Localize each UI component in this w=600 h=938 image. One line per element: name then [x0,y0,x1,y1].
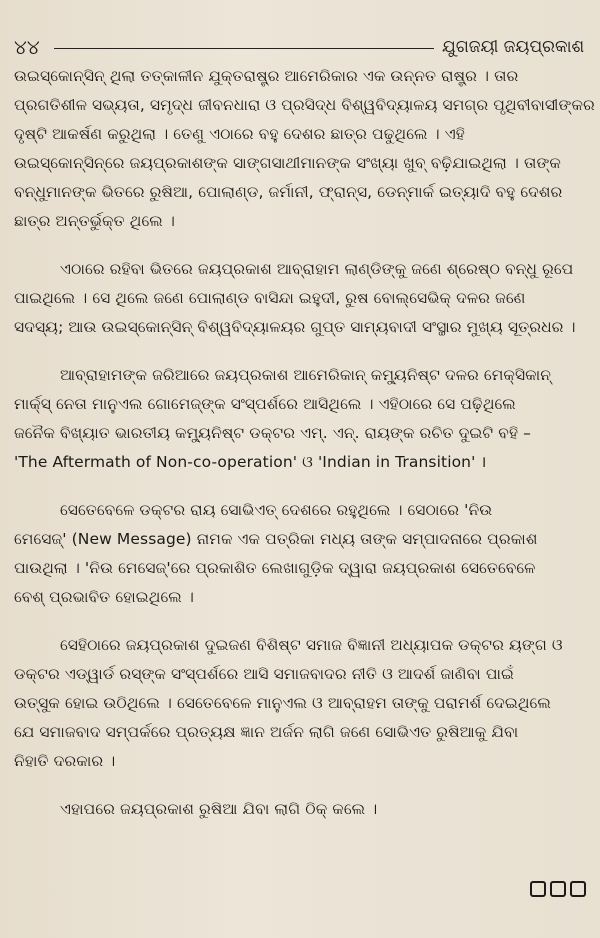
text-line: ଆବ୍ରାହାମଙ୍କ ଜରିଆରେ ଜୟପ୍ରକାଶ ଆମେରିକାନ୍ କମ୍ୟୁନିଷ୍ଟ ଦଳର ମେକ୍‌ସିକାନ୍ [60,366,552,384]
end-marker [530,881,586,903]
text-line: ନିହାତି ଦରକାର । [14,752,116,770]
paragraph-gap [14,477,600,496]
paragraph [14,255,600,342]
text-line: ସେହିଠାରେ ଜୟପ୍ରକାଶ ଦୁଇଜଣ ବିଶିଷ୍ଟ ସମାଜ ବିଜ୍ଞାନୀ ଅଧ୍ୟାପକ ଡକ୍ଟର ୟଙ୍ଗ ଓ [60,636,563,654]
paragraph-gap [14,342,600,361]
text-line: ପାଇଥିଲେ । ସେ ଥିଲେ ଜଣେ ପୋଲାଣ୍ଡ ବାସିନ୍ଦା ଇହୁଦୀ, ରୁଷ ବୋଲ୍‌ସେଭିକ୍ ଦଳର ଜଣେ [14,289,526,307]
text-line: ପାଉଥିଲା । 'ନିଉ ମେସେଜ୍'ରେ ପ୍ରକାଶିତ ଲେଖାଗୁଡ଼ିକ ଦ୍ୱାରା ଜୟପ୍ରକାଶ ସେତେବେଳେ [14,559,536,577]
text-line: ଉଇସ୍କୋନ୍‌ସିନ୍ ଥିଲା ତତ୍କାଳୀନ ଯୁକ୍ତରାଷ୍ଟ୍ର ଆମେରିକାର ଏକ ଉନ୍ନତ ରାଷ୍ଟ୍ର । ତାର [14,67,519,85]
text-line: ଡକ୍ଟର ଏଡ୍‌ୱାର୍ଡ ରସ୍‌ଙ୍କ ସଂସ୍ପର୍ଶରେ ଆସି ସମାଜବାଦର ନୀତି ଓ ଆଦର୍ଶ ଜାଣିବା ପାଇଁ [14,665,515,683]
text-line: ଏଠାରେ ରହିବା ଭିତରେ ଜୟପ୍ରକାଶ ଆବ୍ରାହାମ ଲାଣ୍ଡିଙ୍କୁ ଜଣେ ଶ୍ରେଷ୍ଠ ବନ୍ଧୁ ରୂପେ [60,260,574,278]
paragraph-gap [14,776,600,795]
paragraph [14,631,600,776]
text-line: ମାର୍କ୍‌ସ୍ ନେତା ମାନୁଏଲ ଗୋମେଜ୍‌ଙ୍କ ସଂସ୍ପର୍ଶରେ ଆସିଥିଲେ । ଏହିଠାରେ ସେ ପଢ଼ିଥିଲେ [14,395,516,413]
running-title: ଯୁଗଜୟୀ ଜୟପ୍ରକାଶ [442,37,585,57]
body-text [14,62,600,824]
end-box-icon [530,881,546,897]
end-box-icon [550,881,566,897]
text-line: 'The Aftermath of Non-co-operation' ଓ 'Indian in Transition' । [14,453,487,471]
paragraph-gap [14,236,600,255]
text-line: ମେସେଜ୍' (New Message) ନାମକ ଏକ ପତ୍ରିକା ମଧ୍ୟ ତାଙ୍କ ସମ୍ପାଦନାରେ ପ୍ରକାଶ [14,530,538,548]
paragraph [14,361,600,477]
text-line: ବେଶ୍ ପ୍ରଭାବିତ ହୋଇଥିଲେ । [14,588,194,606]
text-line: ଏହାପରେ ଜୟପ୍ରକାଶ ରୁଷିଆ ଯିବା ଲାଗି ଠିକ୍ କଲେ । [60,800,378,818]
header-rule [54,48,434,49]
text-line: ଛାତ୍ର ଅନ୍ତର୍ଭୁକ୍ତ ଥିଲେ । [14,212,175,230]
text-line: ଉତ୍ସୁକ ହୋଇ ଉଠିଥିଲେ । ସେତେବେଳେ ମାନୁଏଲ ଓ ଆବ୍ରାହମ ତାଙ୍କୁ ପରାମର୍ଶ ଦେଇଥିଲେ [14,694,551,712]
paragraph [14,795,600,824]
page-header [14,34,600,60]
text-line: ସେତେବେଳେ ଡକ୍ଟର ରାୟ ସୋଭିଏତ୍ ଦେଶରେ ରହୁଥିଲେ । ସେଠାରେ 'ନିଉ [60,501,493,519]
text-line: ସଦସ୍ୟ; ଆଉ ଉଇସ୍କୋନ୍‌ସିନ୍ ବିଶ୍ୱବିଦ୍ୟାଳୟର ଗୁପ୍ତ ସାମ୍ୟବାଦୀ ସଂସ୍ଥାର ମୁଖ୍ୟ ସୂତ୍ରଧର । [14,318,576,336]
text-line: ଯେ ସମାଜବାଦ ସମ୍ପର୍କରେ ପ୍ରତ୍ୟକ୍ଷ ଜ୍ଞାନ ଅର୍ଜନ ଲାଗି ଜଣେ ସୋଭିଏତ ରୁଷିଆକୁ ଯିବା [14,723,519,741]
paragraph [14,496,600,612]
paragraph [14,62,600,236]
page-number: ୪୪ [14,35,40,59]
paragraph-gap [14,612,600,631]
text-line: ଉଇସ୍କୋନ୍‌ସିନ୍‌ରେ ଜୟପ୍ରକାଶଙ୍କ ସାଙ୍ଗସାଥୀମାନଙ୍କ ସଂଖ୍ୟା ଖୁବ୍ ବଢ଼ିଯାଇଥିଲା । ତାଙ୍କ [14,154,561,172]
text-line: ଦୃଷ୍ଟି ଆକର୍ଷଣ କରୁଥିଲା । ତେଣୁ ଏଠାରେ ବହୁ ଦେଶର ଛାତ୍ର ପଢୁଥିଲେ । ଏହି [14,125,465,143]
end-box-icon [570,881,586,897]
text-line: ଜନୈକ ବିଖ୍ୟାତ ଭାରତୀୟ କମ୍ୟୁନିଷ୍ଟ ଡକ୍ଟର ଏମ୍. ଏନ୍. ରାୟଙ୍କ ରଚିତ ଦୁଇଟି ବହି – [14,424,531,442]
text-line: ବନ୍ଧୁମାନଙ୍କ ଭିତରେ ରୁଷିଆ, ପୋଲାଣ୍ଡ, ଜର୍ମାନୀ, ଫ୍ରାନ୍‌ସ, ଡେନ୍‌ମାର୍କ ଇତ୍ୟାଦି ବହୁ ଦେଶର [14,183,563,201]
text-line: ପ୍ରଗତିଶୀଳ ସଭ୍ୟତା, ସମୃଦ୍ଧ ଜୀବନଧାରା ଓ ପ୍ରସିଦ୍ଧ ବିଶ୍ୱବିଦ୍ୟାଳୟ ସମଗ୍ର ପୃଥିବୀବାସୀଙ୍କର [14,96,595,114]
